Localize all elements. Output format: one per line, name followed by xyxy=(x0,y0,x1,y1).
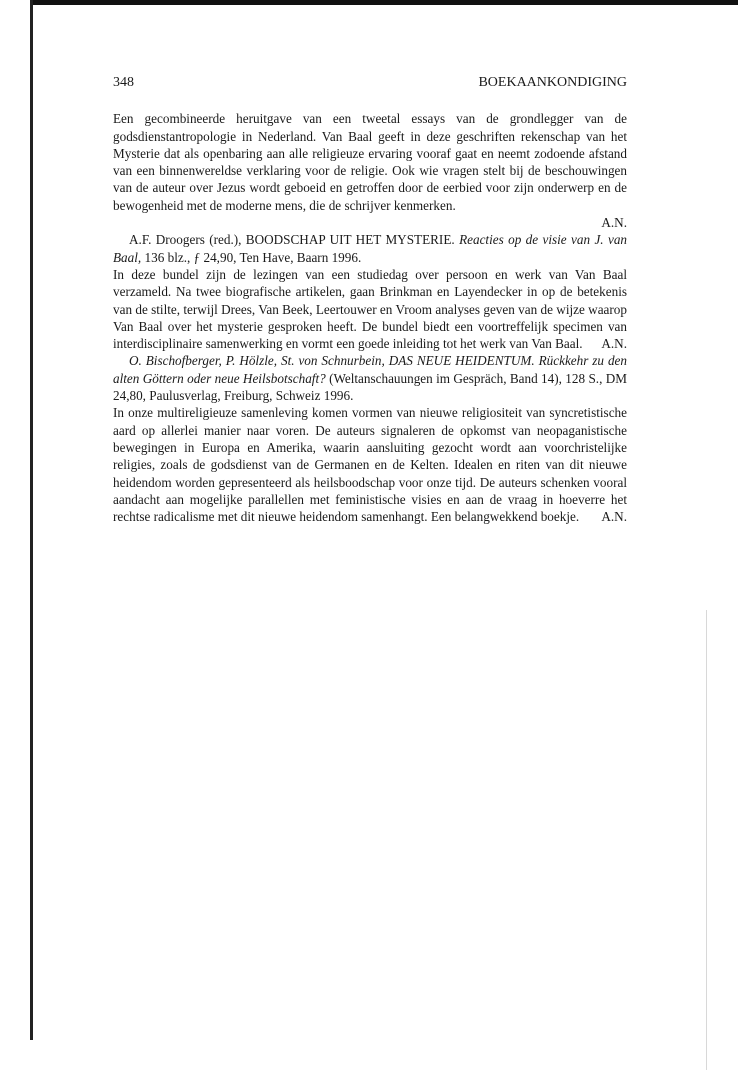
running-header xyxy=(113,74,627,91)
entry-3-body: In onze multireligieuze samenleving komen vormen van nieuwe religiositeit van syncretistische aard op allerlei manier naar voren. De auteurs signaleren de opkomst van neopaganistische bewegingen in Europa en Amerika, waarin aansluiting gezocht wordt aan voorchristelijke religies, zoals de godsdienst van de Germanen en de Kelten. Idealen en riten van dit nieuwe heidendom worden gepresenteerd als heilsboodschap voor onze tijd. De auteurs schenken vooral aandacht aan mogelijke parallellen met feministische visies en aan de vraag in hoeverre het rechtse radicalisme met dit nieuwe heidendom samenhangt. Een belangwekkend boekje. xyxy=(113,405,627,525)
entry-2-citation-roman: A.F. Droogers (red.), BOODSCHAP UIT HET MYSTERIE. xyxy=(129,232,460,248)
page-content xyxy=(113,74,627,525)
entry-3-text xyxy=(113,404,627,525)
entry-2-citation xyxy=(113,231,627,266)
scan-border-left xyxy=(30,0,33,1040)
scan-border-right xyxy=(706,610,707,1070)
page-number: 348 xyxy=(113,75,134,90)
entry-2-text xyxy=(113,266,627,352)
entry-2-signature: A.N. xyxy=(601,336,627,352)
entry-2-body: In deze bundel zijn de lezingen van een studiedag over persoon en werk van Van Baal verzameld. Na twee biografische artikelen, gaan Brinkman en Layendecker in op de betekenis van de stilte, terwijl Drees, Van Beek, Leertouwer en Vroom analyses geven van de wijze waarop Van Baal over het mysterie gesproken heeft. De bundel biedt een voortreffelijk specimen van interdisciplinaire samenwerking en vormt een goede inleiding tot het werk van Van Baal. xyxy=(113,266,627,352)
entry-2-citation-tail: 136 blz., ƒ 24,90, Ten Have, Baarn 1996. xyxy=(141,249,362,265)
entry-3-signature: A.N. xyxy=(601,509,627,525)
review-1-text: Een gecombineerde heruitgave van een tweetal essays van de grondlegger van de godsdienstantropologie in Nederland. Van Baal geeft in deze geschriften rekenschap van het Mysterie dat als openbaring aan alle religieuze ervaring vooraf gaat en neemt zodoende afstand van een binnenwereldse verklaring voor de religie. Ook wie vragen stelt bij de beschouwingen van de auteur over Jezus wordt geboeid en getroffen door de eerbied voor zijn onderwerp en de bewogenheid met de moderne mens, die de schrijver kenmerken. xyxy=(113,111,627,213)
entry-3-citation-tail: (Weltanschauungen im Gespräch, Band 14), 128 S., DM 24,80, Paulusverlag, Freiburg, Schweiz 1996. xyxy=(113,370,627,404)
review-1-signature: A.N. xyxy=(601,215,627,231)
entry-3-citation-italic: O. Bischofberger, P. Hölzle, St. von Schnurbein, DAS NEUE HEIDENTUM. Rückkehr zu den alten Göttern oder neue Heilsbotschaft? xyxy=(113,353,627,386)
entry-2-citation-italic: Reacties op de visie van J. van Baal, xyxy=(113,232,628,265)
entry-3-citation xyxy=(113,352,627,404)
section-title: BOEKAANKONDIGING xyxy=(478,75,627,90)
scan-border-top xyxy=(30,0,738,5)
